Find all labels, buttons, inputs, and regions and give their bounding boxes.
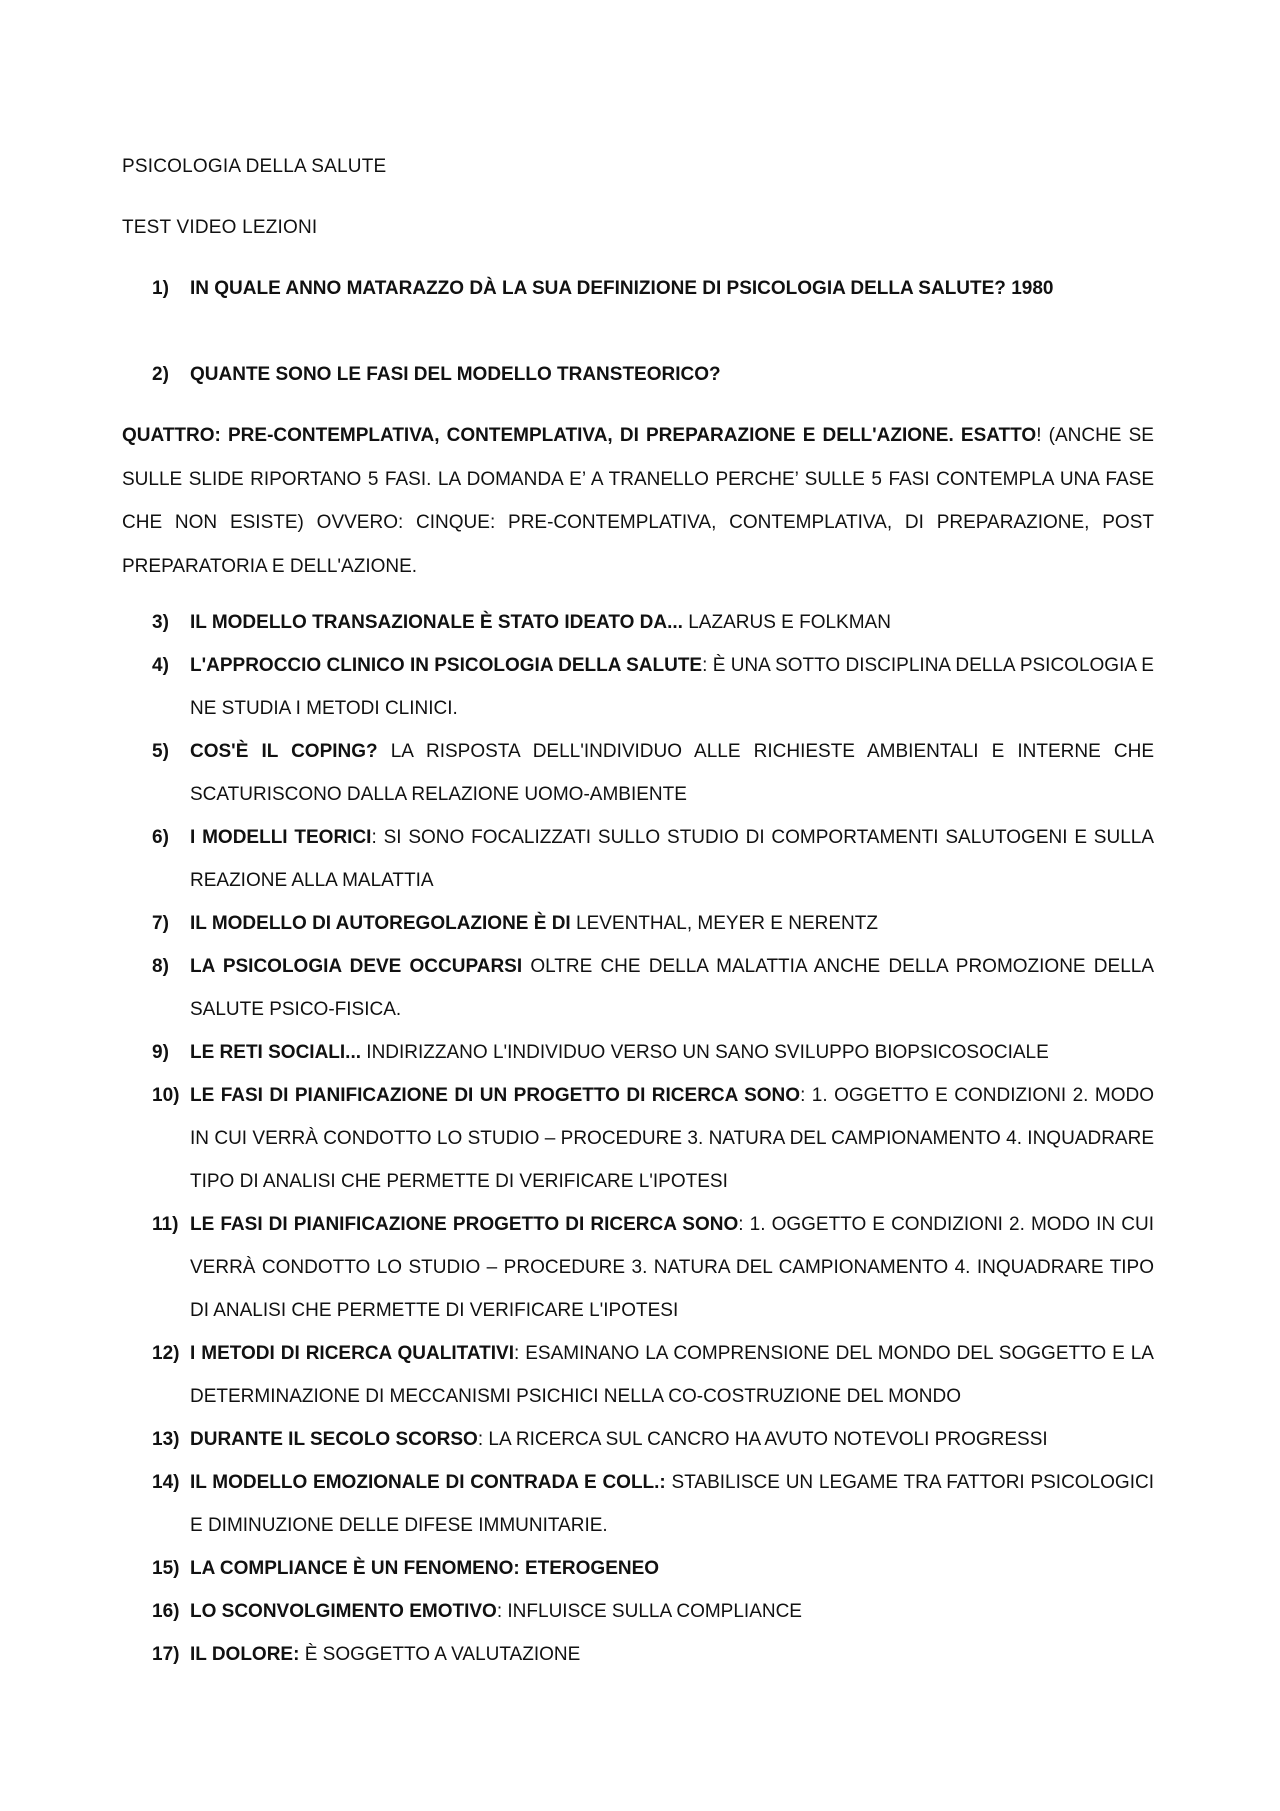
question-text: COS'È IL COPING?: [190, 741, 378, 762]
question-number: 5): [152, 741, 169, 762]
question-number: 1): [152, 278, 169, 299]
question-9: [152, 1031, 1154, 1074]
question-text: DURANTE IL SECOLO SCORSO: [190, 1429, 478, 1450]
answer-text: LEVENTHAL, MEYER E NERENTZ: [570, 913, 878, 934]
question-text: QUANTE SONO LE FASI DEL MODELLO TRANSTEORICO?: [190, 364, 721, 385]
question-text: LA COMPLIANCE È UN FENOMENO: ETEROGENEO: [190, 1558, 660, 1579]
question-17: [152, 1633, 1154, 1676]
answer-text: STABILISCE UN LEGAME TRA FATTORI PSICOLOGICI E DIMINUZIONE DELLE DIFESE IMMUNITARIE.: [190, 1472, 1154, 1536]
answer-text: : INFLUISCE SULLA COMPLIANCE: [496, 1601, 802, 1622]
question-11: [152, 1203, 1154, 1332]
question-number: 13): [152, 1429, 180, 1450]
question-6: [152, 816, 1154, 902]
answer-text: OLTRE CHE DELLA MALATTIA ANCHE DELLA PROMOZIONE DELLA SALUTE PSICO-FISICA.: [190, 956, 1154, 1020]
question-text: L'APPROCCIO CLINICO IN PSICOLOGIA DELLA SALUTE: [190, 655, 703, 676]
question-text: IL MODELLO EMOZIONALE DI CONTRADA E COLL.:: [190, 1472, 666, 1493]
question-number: 6): [152, 827, 169, 848]
answer-paragraph: [122, 414, 1154, 588]
answer-text: : 1. OGGETTO E CONDIZIONI 2. MODO IN CUI VERRÀ CONDOTTO LO STUDIO – PROCEDURE 3. NATURA DEL CAMPIONAMENTO 4. INQUADRARE TIPO DI ANALISI CHE PERMETTE DI VERIFICARE L'IPOTESI: [190, 1214, 1154, 1321]
question-1: [152, 267, 1154, 310]
document-subtitle: TEST VIDEO LEZIONI: [122, 217, 318, 238]
question-number: 7): [152, 913, 169, 934]
question-13: [152, 1418, 1154, 1461]
question-3: [152, 601, 1154, 644]
question-text: LA PSICOLOGIA DEVE OCCUPARSI: [190, 956, 523, 977]
question-number: 9): [152, 1042, 169, 1063]
question-4: [152, 644, 1154, 730]
question-16: [152, 1590, 1154, 1633]
answer-text: LAZARUS E FOLKMAN: [682, 612, 891, 633]
question-10: [152, 1074, 1154, 1203]
question-5: [152, 730, 1154, 816]
question-7: [152, 902, 1154, 945]
question-12: [152, 1332, 1154, 1418]
question-number: 12): [152, 1343, 180, 1364]
question-text: IN QUALE ANNO MATARAZZO DÀ LA SUA DEFINIZIONE DI PSICOLOGIA DELLA SALUTE? 1980: [190, 278, 1054, 299]
question-number: 11): [152, 1214, 179, 1235]
answer-text: : SI SONO FOCALIZZATI SULLO STUDIO DI COMPORTAMENTI SALUTOGENI E SULLA REAZIONE ALLA MALATTIA: [190, 827, 1155, 891]
question-15: [152, 1547, 1154, 1590]
answer-text: : LA RICERCA SUL CANCRO HA AVUTO NOTEVOLI PROGRESSI: [477, 1429, 1048, 1450]
question-text: IL DOLORE:: [190, 1644, 300, 1665]
question-number: 8): [152, 956, 169, 977]
question-number: 3): [152, 612, 169, 633]
question-number: 10): [152, 1085, 180, 1106]
answer-bold: QUATTRO: PRE-CONTEMPLATIVA, CONTEMPLATIVA, DI PREPARAZIONE E DELL'AZIONE. ESATTO: [122, 425, 1037, 446]
answer-text: : È UNA SOTTO DISCIPLINA DELLA PSICOLOGIA E NE STUDIA I METODI CLINICI.: [190, 655, 1154, 719]
question-text: IL MODELLO DI AUTOREGOLAZIONE È DI: [190, 913, 571, 934]
answer-text: : 1. OGGETTO E CONDIZIONI 2. MODO IN CUI VERRÀ CONDOTTO LO STUDIO – PROCEDURE 3. NATURA DEL CAMPIONAMENTO 4. INQUADRARE TIPO DI ANALISI CHE PERMETTE DI VERIFICARE L'IPOTESI: [190, 1085, 1154, 1192]
answer-text: INDIRIZZANO L'INDIVIDUO VERSO UN SANO SVILUPPO BIOPSICOSOCIALE: [361, 1042, 1049, 1063]
question-text: LE FASI DI PIANIFICAZIONE DI UN PROGETTO DI RICERCA SONO: [190, 1085, 801, 1106]
question-text: LE FASI DI PIANIFICAZIONE PROGETTO DI RICERCA SONO: [190, 1214, 739, 1235]
question-2: [152, 353, 1154, 396]
question-number: 2): [152, 364, 169, 385]
question-text: LO SCONVOLGIMENTO EMOTIVO: [190, 1601, 497, 1622]
question-number: 15): [152, 1558, 180, 1579]
answer-text: LA RISPOSTA DELL'INDIVIDUO ALLE RICHIESTE AMBIENTALI E INTERNE CHE SCATURISCONO DALLA RELAZIONE UOMO-AMBIENTE: [190, 741, 1154, 805]
question-text: I METODI DI RICERCA QUALITATIVI: [190, 1343, 514, 1364]
answer-text: È SOGGETTO A VALUTAZIONE: [299, 1644, 581, 1665]
question-number: 4): [152, 655, 169, 676]
question-8: [152, 945, 1154, 1031]
question-text: I MODELLI TEORICI: [190, 827, 372, 848]
question-number: 14): [152, 1472, 180, 1493]
question-number: 17): [152, 1644, 180, 1665]
question-text: IL MODELLO TRANSAZIONALE È STATO IDEATO DA...: [190, 612, 683, 633]
question-14: [152, 1461, 1154, 1547]
question-number: 16): [152, 1601, 180, 1622]
answer-text: : ESAMINANO LA COMPRENSIONE DEL MONDO DEL SOGGETTO E LA DETERMINAZIONE DI MECCANISMI PSICHICI NELLA CO-COSTRUZIONE DEL MONDO: [190, 1343, 1154, 1407]
question-text: LE RETI SOCIALI...: [190, 1042, 362, 1063]
document-title: PSICOLOGIA DELLA SALUTE: [122, 156, 387, 177]
answer-text: ! (ANCHE SE SULLE SLIDE RIPORTANO 5 FASI. LA DOMANDA E’ A TRANELLO PERCHE’ SULLE 5 FASI CONTEMPLA UNA FASE CHE NON ESISTE) OVVERO: CINQUE: PRE-CONTEMPLATIVA, CONTEMPLATIVA, DI PREPARAZIONE, POST PREPARATORIA E DELL'AZIONE.: [122, 425, 1154, 577]
